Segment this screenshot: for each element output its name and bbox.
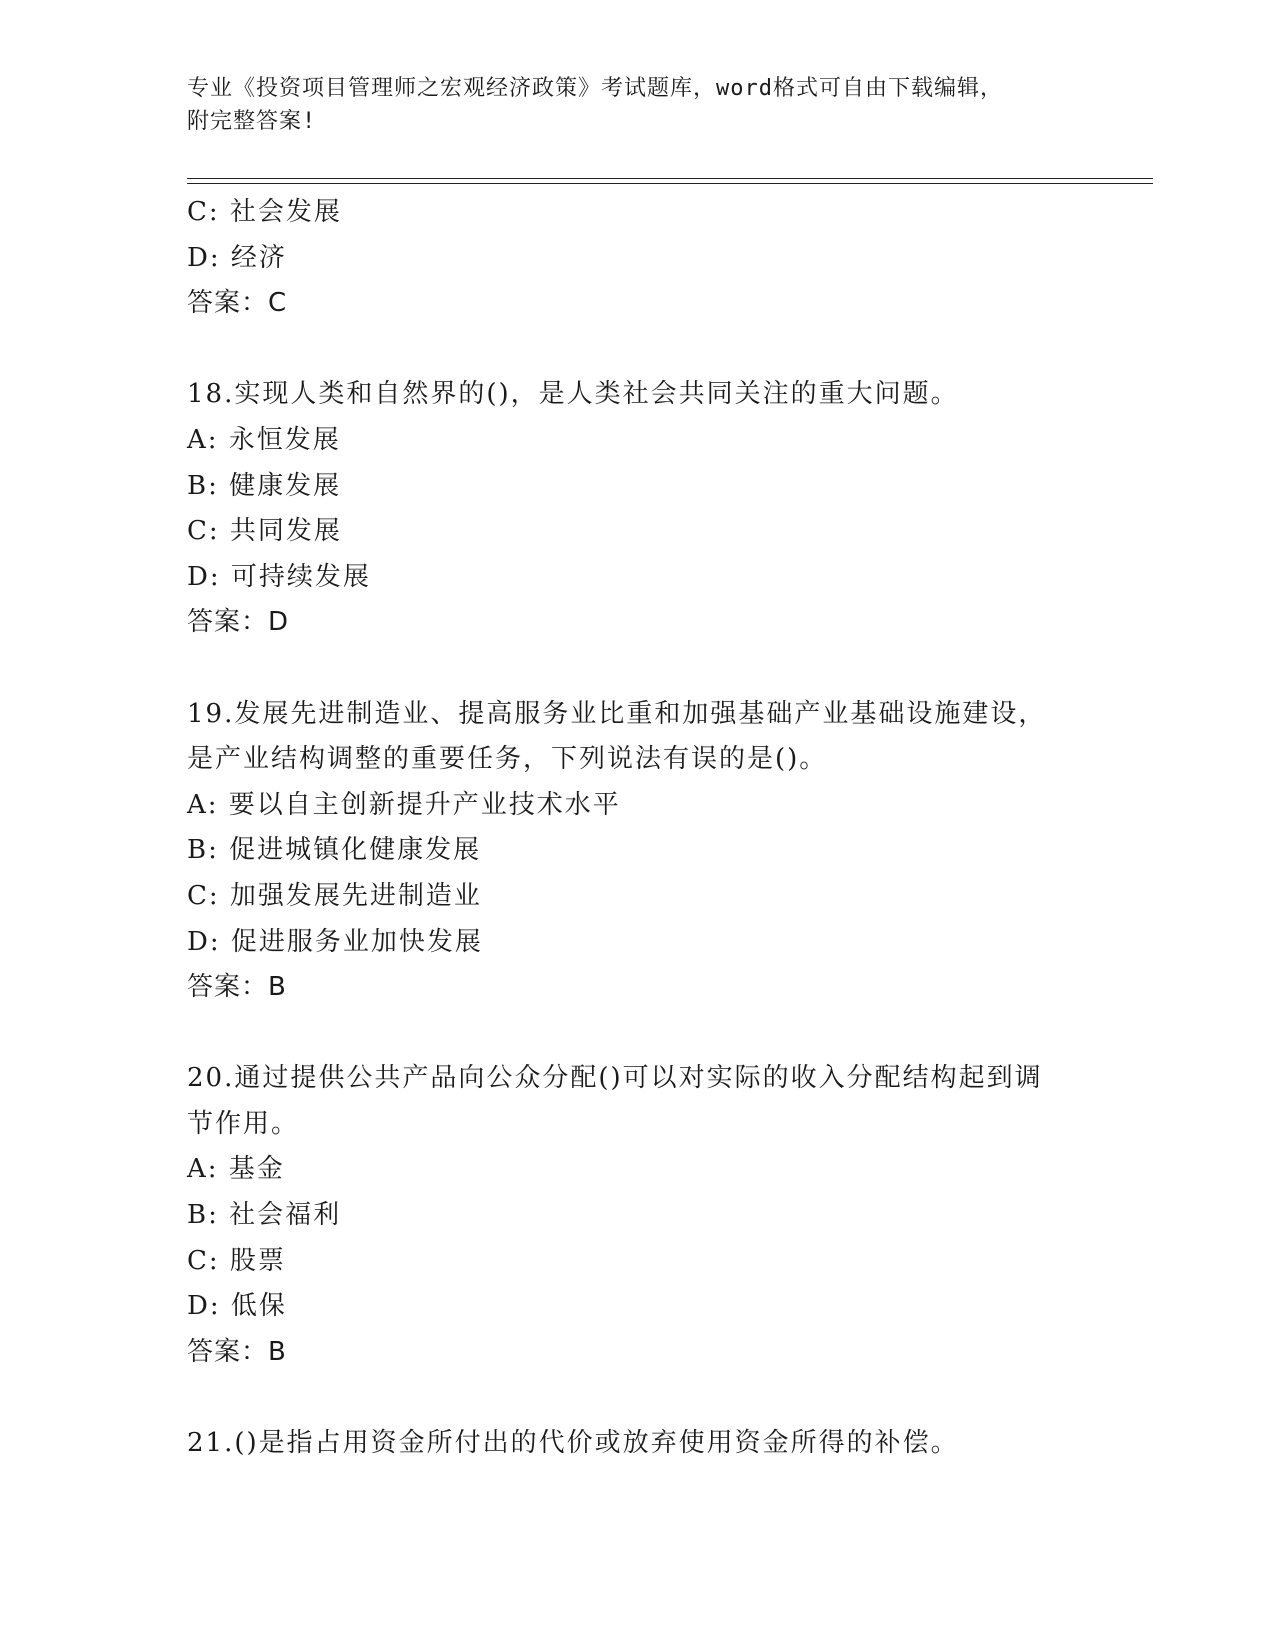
option-b: B: 促进城镇化健康发展 [187,835,482,866]
question-stem: 20.通过提供公共产品向公众分配()可以对实际的收入分配结构起到调 [187,1063,1043,1094]
option-a: A: 要以自主创新提升产业技术水平 [187,789,621,820]
header-line-1: 专业《投资项目管理师之宏观经济政策》考试题库，word格式可自由下载编辑， [187,76,1003,101]
option-b: B: 健康发展 [187,470,342,501]
option-d: D: 低保 [187,1291,287,1322]
header-divider-bottom [187,183,1153,184]
question-18 [187,372,1087,646]
answer-line: 答案：B [187,972,287,1003]
header-divider-top [187,178,1153,179]
spacer [187,1011,1087,1057]
spacer [187,646,1087,692]
question-stem-continued: 节作用。 [187,1108,300,1139]
option-d: D: 经济 [187,242,287,273]
document-header [187,72,1087,138]
question-21 [187,1421,1087,1467]
question-stem: 18.实现人类和自然界的()，是人类社会共同关注的重大问题。 [187,379,959,410]
option-c: C: 加强发展先进制造业 [187,880,482,911]
option-b: B: 社会福利 [187,1200,342,1231]
question-stem: 21.()是指占用资金所付出的代价或放弃使用资金所得的补偿。 [187,1428,959,1459]
question-fragment [187,190,1087,327]
header-line-2: 附完整答案! [187,109,317,134]
spacer [187,1375,1087,1421]
option-a: A: 永恒发展 [187,424,341,455]
option-c: C: 共同发展 [187,516,342,547]
option-d: D: 促进服务业加快发展 [187,926,483,957]
answer-line: 答案：C [187,288,288,319]
option-d: D: 可持续发展 [187,561,371,592]
question-list [187,190,1087,1467]
question-stem: 19.发展先进制造业、提高服务业比重和加强基础产业基础设施建设， [187,698,1047,729]
spacer [187,327,1087,373]
option-c: C: 社会发展 [187,197,342,227]
answer-line: 答案：D [187,607,290,638]
answer-line: 答案：B [187,1336,287,1367]
question-19 [187,692,1087,1011]
option-a: A: 基金 [187,1154,285,1185]
question-stem-continued: 是产业结构调整的重要任务，下列说法有误的是()。 [187,744,828,775]
question-20 [187,1056,1087,1375]
option-c: C: 股票 [187,1245,286,1276]
